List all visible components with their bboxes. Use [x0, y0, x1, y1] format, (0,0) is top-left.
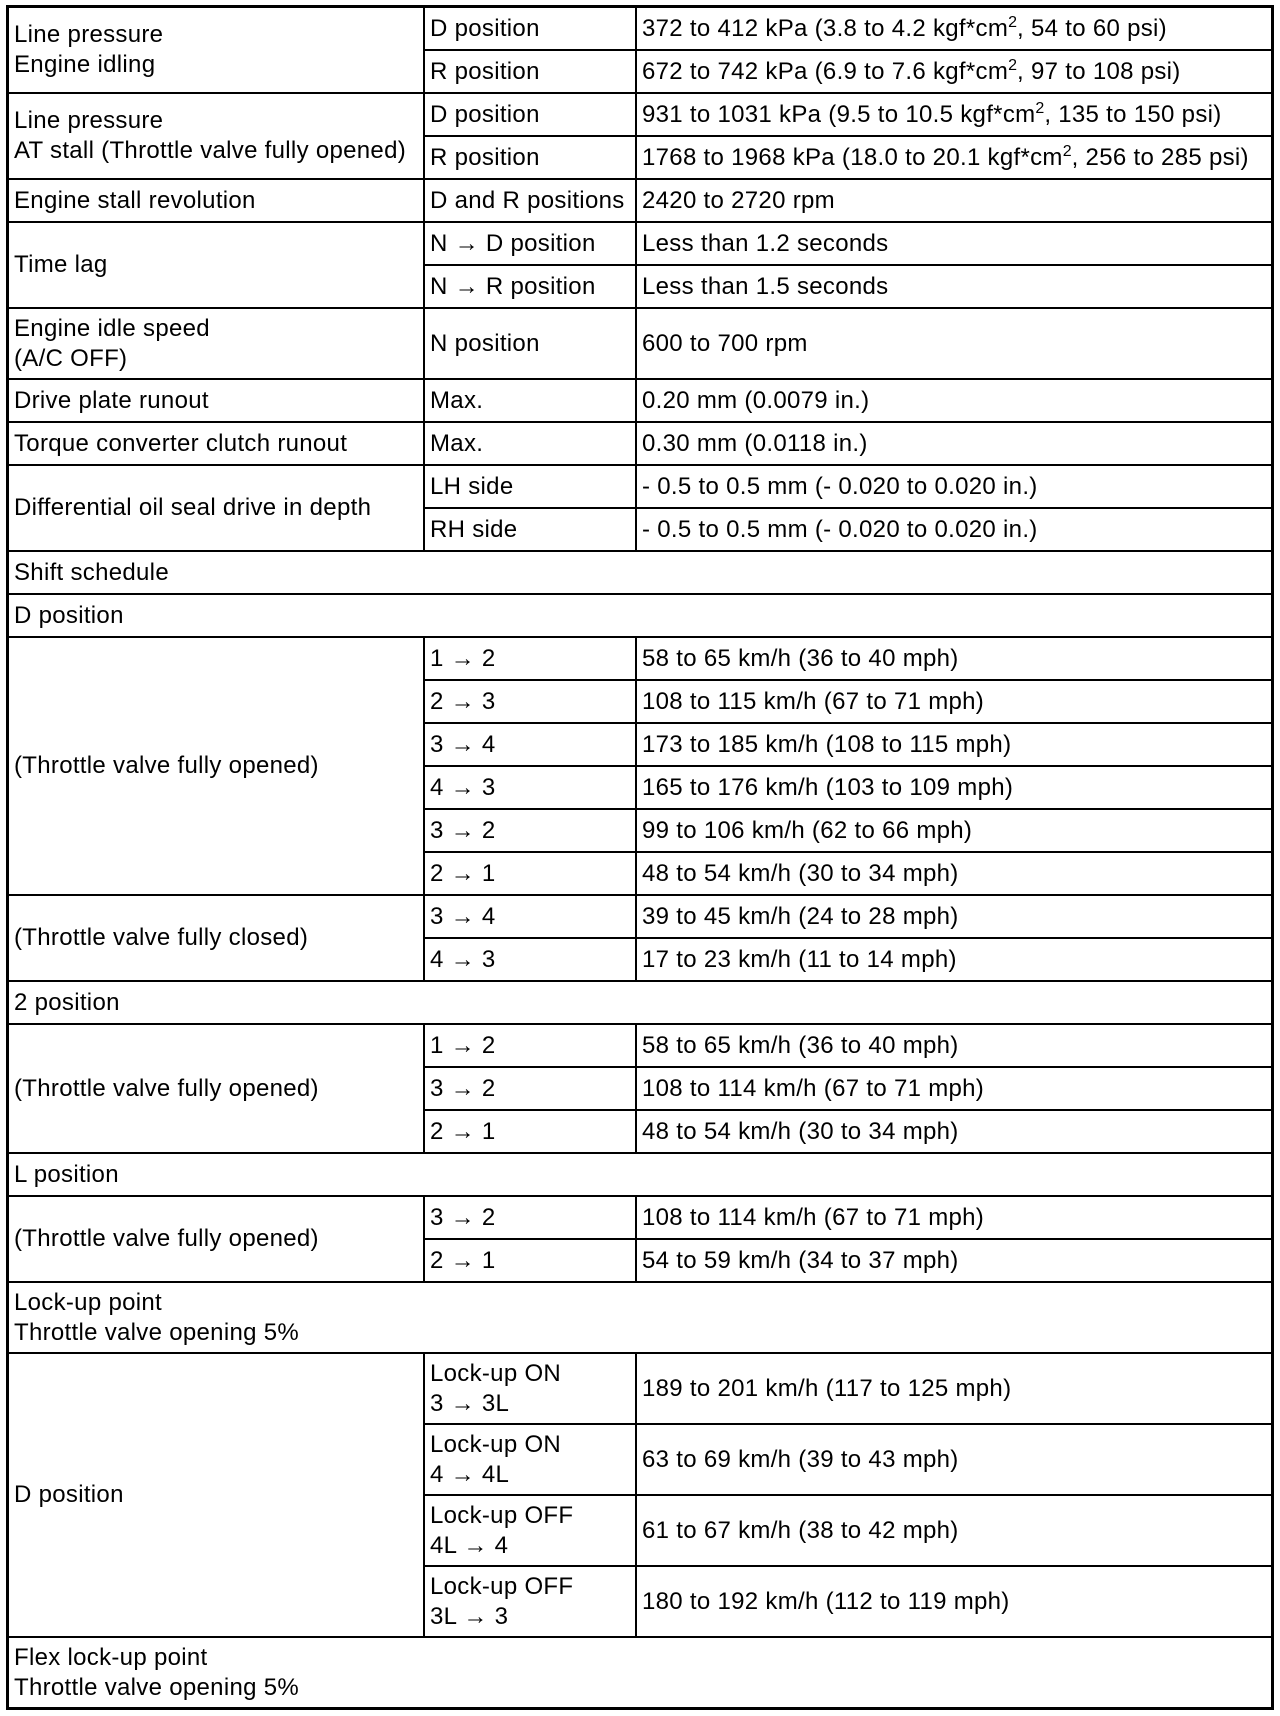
section-title: Shift schedule [14, 558, 169, 586]
value-cell [637, 180, 1271, 221]
speed-text: 99 to 106 km/h (62 to 66 mph) [642, 816, 973, 844]
condition-text: N → D position [430, 229, 596, 257]
spec-label-differential-oil-seal [9, 466, 423, 550]
speed-text: 61 to 67 km/h (38 to 42 mph) [642, 1516, 959, 1544]
group-label: D position [14, 1481, 124, 1508]
shift-cell [425, 1025, 635, 1066]
speed-cell [637, 1496, 1271, 1565]
value-superscript: 2 [1062, 142, 1072, 160]
value-text [642, 143, 1249, 173]
speed-cell [637, 896, 1271, 937]
value-cell [637, 266, 1271, 307]
value-text [642, 57, 1181, 87]
speed-cell [637, 1068, 1271, 1109]
group-label: (Throttle valve fully opened) [14, 752, 319, 779]
label-line: (A/C OFF) [14, 344, 128, 372]
lock-up-state: Lock-up OFF [430, 1572, 574, 1600]
shift-cell [425, 853, 635, 894]
shift-cell [425, 1111, 635, 1152]
condition-text: RH side [430, 515, 518, 543]
group-label-d-position [9, 1354, 423, 1636]
section-header-lock-up-point [9, 1283, 1271, 1352]
speed-text: 58 to 65 km/h (36 to 40 mph) [642, 644, 959, 672]
shift-text: 3 → 4 [430, 730, 496, 758]
speed-cell [637, 1240, 1271, 1281]
label-line: Engine idling [14, 51, 156, 78]
condition-cell [425, 223, 635, 264]
label-line: Engine stall revolution [14, 186, 256, 214]
shift-cell [425, 896, 635, 937]
lock-up-shift: 4L → 4 [430, 1531, 509, 1559]
spec-label-line-pressure-idling [9, 8, 423, 92]
label-line: Torque converter clutch runout [14, 429, 348, 457]
speed-cell [637, 1197, 1271, 1238]
group-label-throttle-fully-opened [9, 638, 423, 894]
shift-cell [425, 1197, 635, 1238]
condition-cell [425, 94, 635, 135]
spec-label-drive-plate-runout [9, 380, 423, 421]
speed-text: 108 to 115 km/h (67 to 71 mph) [642, 687, 985, 715]
shift-text: 4 → 3 [430, 945, 496, 973]
speed-cell [637, 638, 1271, 679]
shift-cell [425, 810, 635, 851]
group-label-throttle-fully-opened [9, 1197, 423, 1281]
section-header-2-position [9, 982, 1271, 1023]
condition-text: LH side [430, 472, 514, 500]
section-title: D position [14, 601, 124, 629]
section-subtitle: Throttle valve opening 5% [14, 1318, 299, 1346]
speed-cell [637, 1354, 1271, 1423]
section-subtitle: Throttle valve opening 5% [14, 1673, 299, 1701]
value-tail: , 135 to 150 psi) [1044, 100, 1222, 128]
lock-up-state: Lock-up OFF [430, 1501, 574, 1529]
value-cell [637, 423, 1271, 464]
value-superscript: 2 [1008, 13, 1018, 31]
group-label: (Throttle valve fully opened) [14, 1074, 319, 1102]
group-label-throttle-fully-closed [9, 896, 423, 980]
condition-cell [425, 8, 635, 49]
speed-cell [637, 1025, 1271, 1066]
label-line: Line pressure [14, 21, 164, 48]
value-main: 372 to 412 kPa (3.8 to 4.2 kgf*cm [642, 14, 1009, 42]
shift-text: 4 → 3 [430, 773, 496, 801]
section-title: Flex lock-up point [14, 1643, 208, 1671]
condition-text: N position [430, 329, 540, 357]
condition-cell [425, 180, 635, 221]
condition-text: N → R position [430, 272, 596, 300]
shift-text: 1 → 2 [430, 644, 496, 672]
lock-up-condition-cell [425, 1354, 635, 1423]
shift-text: 2 → 3 [430, 687, 496, 715]
label-line: Time lag [14, 251, 108, 278]
condition-text: R position [430, 57, 540, 85]
condition-text: R position [430, 143, 540, 171]
value-cell [637, 94, 1271, 135]
condition-text: D and R positions [430, 186, 625, 214]
condition-cell [425, 509, 635, 550]
shift-text: 3 → 2 [430, 1203, 496, 1231]
label-line: Engine idle speed [14, 314, 210, 342]
shift-text: 3 → 2 [430, 1074, 496, 1102]
speed-cell [637, 853, 1271, 894]
lock-up-shift: 3 → 3L [430, 1389, 510, 1417]
shift-cell [425, 724, 635, 765]
shift-text: 2 → 1 [430, 1117, 496, 1145]
speed-cell [637, 810, 1271, 851]
speed-text: 173 to 185 km/h (108 to 115 mph) [642, 730, 1012, 758]
shift-text: 2 → 1 [430, 1246, 496, 1274]
value-cell [637, 223, 1271, 264]
label-line: AT stall (Throttle valve fully opened) [14, 137, 407, 164]
shift-text: 3 → 2 [430, 816, 496, 844]
label-line: Differential oil seal drive in depth [14, 494, 372, 521]
shift-cell [425, 638, 635, 679]
value-tail: , 97 to 108 psi) [1017, 57, 1181, 85]
value-text [642, 14, 1167, 44]
lock-up-state: Lock-up ON [430, 1430, 562, 1458]
lock-up-condition-cell [425, 1567, 635, 1636]
speed-text: 54 to 59 km/h (34 to 37 mph) [642, 1246, 959, 1274]
value-cell [637, 51, 1271, 92]
label-line: Line pressure [14, 107, 164, 134]
speed-text: 189 to 201 km/h (117 to 125 mph) [642, 1374, 1012, 1402]
shift-cell [425, 939, 635, 980]
speed-text: 39 to 45 km/h (24 to 28 mph) [642, 902, 959, 930]
speed-cell [637, 724, 1271, 765]
speed-cell [637, 1567, 1271, 1636]
condition-cell [425, 380, 635, 421]
shift-text: 2 → 1 [430, 859, 496, 887]
spec-label-line-pressure-stall [9, 94, 423, 178]
value-cell [637, 466, 1271, 507]
value-text: - 0.5 to 0.5 mm (- 0.020 to 0.020 in.) [642, 515, 1038, 543]
label-line: Drive plate runout [14, 386, 209, 414]
shift-text: 1 → 2 [430, 1031, 496, 1059]
group-label: (Throttle valve fully closed) [14, 924, 309, 951]
speed-cell [637, 1111, 1271, 1152]
speed-text: 58 to 65 km/h (36 to 40 mph) [642, 1031, 959, 1059]
group-label: (Throttle valve fully opened) [14, 1225, 319, 1252]
section-header-shift-schedule [9, 552, 1271, 593]
value-tail: , 256 to 285 psi) [1071, 143, 1249, 171]
speed-cell [637, 1425, 1271, 1494]
value-text: - 0.5 to 0.5 mm (- 0.020 to 0.020 in.) [642, 472, 1038, 500]
speed-text: 180 to 192 km/h (112 to 119 mph) [642, 1587, 1010, 1615]
condition-text: D position [430, 100, 540, 128]
section-header-d-position [9, 595, 1271, 636]
value-text: 600 to 700 rpm [642, 329, 808, 357]
value-cell [637, 380, 1271, 421]
spec-label-torque-converter-clutch-runout [9, 423, 423, 464]
value-cell [637, 137, 1271, 178]
condition-cell [425, 137, 635, 178]
shift-cell [425, 681, 635, 722]
value-cell [637, 8, 1271, 49]
condition-cell [425, 266, 635, 307]
lock-up-state: Lock-up ON [430, 1359, 562, 1387]
spec-label-engine-stall-revolution [9, 180, 423, 221]
group-label-throttle-fully-opened [9, 1025, 423, 1152]
value-tail: , 54 to 60 psi) [1017, 14, 1167, 42]
value-text: 2420 to 2720 rpm [642, 186, 835, 214]
lock-up-condition-cell [425, 1425, 635, 1494]
speed-text: 63 to 69 km/h (39 to 43 mph) [642, 1445, 959, 1473]
lock-up-shift: 3L → 3 [430, 1602, 509, 1630]
value-text: 0.20 mm (0.0079 in.) [642, 386, 870, 414]
speed-text: 108 to 114 km/h (67 to 71 mph) [642, 1074, 985, 1102]
value-main: 931 to 1031 kPa (9.5 to 10.5 kgf*cm [642, 100, 1036, 128]
section-header-flex-lock-up-point [9, 1638, 1271, 1707]
lock-up-condition-cell [425, 1496, 635, 1565]
spec-label-time-lag [9, 223, 423, 307]
value-text: Less than 1.2 seconds [642, 229, 889, 257]
value-main: 672 to 742 kPa (6.9 to 7.6 kgf*cm [642, 57, 1009, 85]
speed-text: 17 to 23 km/h (11 to 14 mph) [642, 945, 957, 973]
condition-cell [425, 423, 635, 464]
section-header-l-position [9, 1154, 1271, 1195]
speed-text: 108 to 114 km/h (67 to 71 mph) [642, 1203, 985, 1231]
speed-cell [637, 767, 1271, 808]
section-title: 2 position [14, 988, 120, 1016]
shift-text: 3 → 4 [430, 902, 496, 930]
specification-table [6, 5, 1274, 1710]
value-cell [637, 309, 1271, 378]
speed-cell [637, 939, 1271, 980]
section-title: L position [14, 1160, 119, 1188]
value-main: 1768 to 1968 kPa (18.0 to 20.1 kgf*cm [642, 143, 1063, 171]
section-title: Lock-up point [14, 1288, 162, 1316]
shift-cell [425, 1240, 635, 1281]
condition-cell [425, 51, 635, 92]
value-text: Less than 1.5 seconds [642, 272, 889, 300]
condition-cell [425, 309, 635, 378]
value-superscript: 2 [1008, 56, 1018, 74]
speed-text: 165 to 176 km/h (103 to 109 mph) [642, 773, 1014, 801]
condition-text: Max. [430, 429, 484, 457]
shift-cell [425, 767, 635, 808]
speed-cell [637, 681, 1271, 722]
value-text [642, 100, 1222, 130]
speed-text: 48 to 54 km/h (30 to 34 mph) [642, 1117, 959, 1145]
value-superscript: 2 [1035, 99, 1045, 117]
condition-text: D position [430, 14, 540, 42]
spec-label-engine-idle-speed [9, 309, 423, 378]
speed-text: 48 to 54 km/h (30 to 34 mph) [642, 859, 959, 887]
value-text: 0.30 mm (0.0118 in.) [642, 429, 868, 457]
condition-cell [425, 466, 635, 507]
value-cell [637, 509, 1271, 550]
shift-cell [425, 1068, 635, 1109]
condition-text: Max. [430, 386, 484, 414]
lock-up-shift: 4 → 4L [430, 1460, 510, 1488]
